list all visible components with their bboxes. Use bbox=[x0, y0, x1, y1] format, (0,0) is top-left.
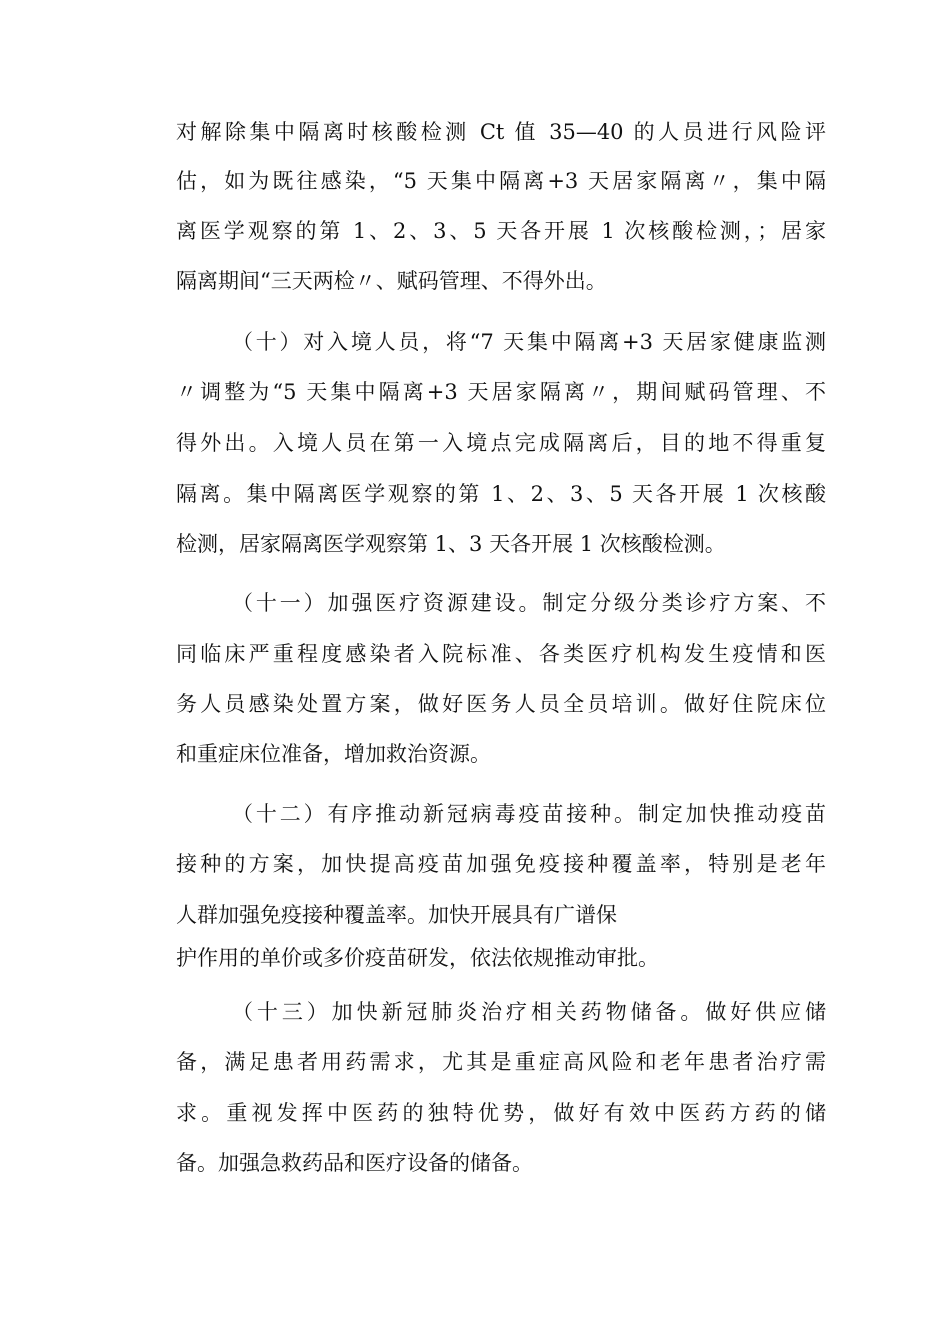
text-line: 得外出。入境人员在第一入境点完成隔离后，目的地不得重复 bbox=[176, 431, 826, 455]
paragraph-heading-10: （十）对入境人员，将“7 天集中隔离+3 天居家健康监测 bbox=[232, 330, 826, 354]
text-line: 人群加强免疫接种覆盖率。加快开展具有广谱保 bbox=[176, 903, 617, 927]
text-line: 求。重视发挥中医药的独特优势，做好有效中医药方药的储 bbox=[176, 1101, 826, 1125]
text-line: 〃调整为“5 天集中隔离+3 天居家隔离〃，期间赋码管理、不 bbox=[176, 380, 826, 404]
text-line: 同临床严重程度感染者入院标准、各类医疗机构发生疫情和医 bbox=[176, 642, 826, 666]
text-line: 务人员感染处置方案，做好医务人员全员培训。做好住院床位 bbox=[176, 692, 826, 716]
paragraph-heading-12: （十二）有序推动新冠病毒疫苗接种。制定加快推动疫苗 bbox=[232, 802, 826, 826]
text-line: 隔离。集中隔离医学观察的第 1、2、3、5 天各开展 1 次核酸 bbox=[176, 482, 826, 506]
paragraph-heading-13: （十三）加快新冠肺炎治疗相关药物储备。做好供应储 bbox=[232, 1000, 826, 1024]
text-line: 离医学观察的第 1、2、3、5 天各开展 1 次核酸检测，；居家 bbox=[176, 219, 826, 243]
text-line: 备。加强急救药品和医疗设备的储备。 bbox=[176, 1151, 533, 1175]
text-line: 对解除集中隔离时核酸检测 Ct 值 35—40 的人员进行风险评 bbox=[176, 120, 826, 144]
text-line: 接种的方案，加快提高疫苗加强免疫接种覆盖率，特别是老年 bbox=[176, 852, 826, 876]
paragraph-heading-11: （十一）加强医疗资源建设。制定分级分类诊疗方案、不 bbox=[232, 591, 826, 615]
text-line: 和重症床位准备，增加救治资源。 bbox=[176, 742, 491, 766]
text-line: 隔离期间“三天两检〃、赋码管理、不得外出。 bbox=[176, 269, 607, 293]
text-line: 估，如为既往感染，“5 天集中隔离+3 天居家隔离〃，集中隔 bbox=[176, 169, 826, 193]
text-line: 检测，居家隔离医学观察第 1、3 天各开展 1 次核酸检测。 bbox=[176, 532, 726, 556]
text-line: 备，满足患者用药需求，尤其是重症高风险和老年患者治疗需 bbox=[176, 1050, 826, 1074]
text-line: 护作用的单价或多价疫苗研发，依法依规推动审批。 bbox=[176, 946, 659, 970]
